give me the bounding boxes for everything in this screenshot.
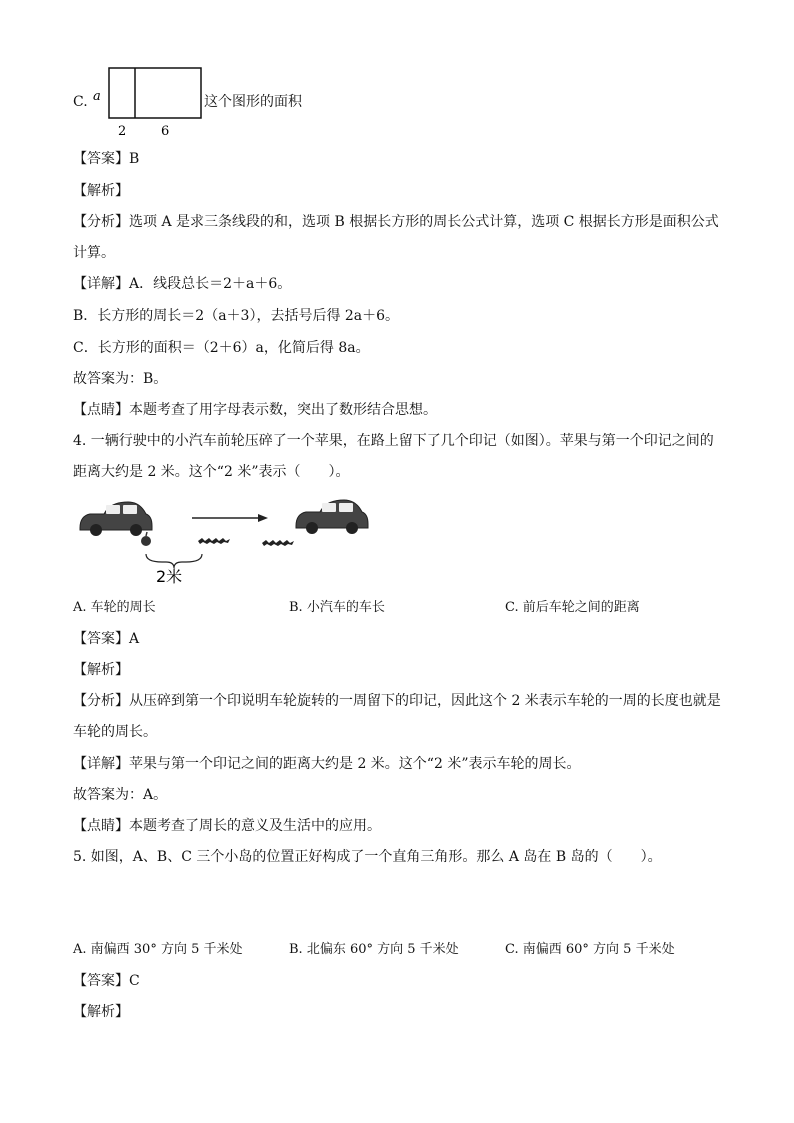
q4-detail: 【详解】苹果与第一个印记之间的距离大约是 2 米。这个“2 米”表示车轮的周长。 [73,756,581,772]
option-c-caption: 这个图形的面积 [204,94,302,110]
car-apple-figure [74,494,374,586]
right-car-icon [296,500,368,534]
q5-option-a: A. 南偏西 30° 方向 5 千米处 [73,942,243,957]
q4-comment: 【点睛】本题考查了周长的意义及生活中的应用。 [73,818,381,834]
rectangle-outline [109,68,201,118]
q4-option-c: C. 前后车轮之间的距离 [505,600,640,615]
q4-stem-line-2: 距离大约是 2 米。这个“2 米”表示（ ）。 [73,464,350,480]
apple-icon [141,532,151,546]
width-label-6: 6 [161,124,170,139]
q3-analysis-heading: 【解析】 [73,183,129,199]
side-label-a: a [93,89,101,104]
q4-option-a: A. 车轮的周长 [73,600,156,615]
q3-conclusion: 故答案为：B。 [73,371,168,387]
q4-analysis-line-1: 【分析】从压碎到第一个印说明车轮旋转的一周留下的印记，因此这个 2 米表示车轮的一周的长度也就是 [73,693,721,709]
q5-option-c: C. 南偏西 60° 方向 5 千米处 [505,942,675,957]
q3-detail-a: 【详解】A．线段总长＝2＋a＋6。 [73,276,292,292]
q4-stem-line-1: 4. 一辆行驶中的小汽车前轮压碎了一个苹果，在路上留下了几个印记（如图）。苹果与第一个印记之间的 [73,433,714,449]
q4-conclusion: 故答案为：A。 [73,787,168,803]
width-label-2: 2 [118,124,127,139]
squashed-mark-1 [198,538,230,544]
q3-answer: 【答案】B [73,151,140,167]
distance-brace [146,554,202,568]
q3-analysis-line-2: 计算。 [73,245,115,261]
rectangle-figure [88,62,208,140]
q5-stem: 5. 如图，A、B、C 三个小岛的位置正好构成了一个直角三角形。那么 A 岛在 B 岛的（ ）。 [73,849,662,865]
q3-analysis-line-1: 【分析】选项 A 是求三条线段的和，选项 B 根据长方形的周长公式计算，选项 C 根据长方形是面积公式 [73,214,719,230]
q4-answer: 【答案】A [73,631,140,647]
q4-option-b: B. 小汽车的车长 [289,600,385,615]
q4-analysis-heading: 【解析】 [73,662,129,678]
distance-label: 2米 [156,567,183,586]
q4-analysis-line-2: 车轮的周长。 [73,724,157,740]
q3-comment: 【点睛】本题考查了用字母表示数，突出了数形结合思想。 [73,402,437,418]
q5-option-b: B. 北偏东 60° 方向 5 千米处 [289,942,459,957]
q3-detail-c: C．长方形的面积＝（2＋6）a，化简后得 8a。 [73,340,370,356]
left-car-icon [80,502,152,536]
q5-answer: 【答案】C [73,973,140,989]
q5-analysis-heading: 【解析】 [73,1004,129,1020]
q3-detail-b: B．长方形的周长＝2（a＋3），去括号后得 2a＋6。 [73,308,400,324]
option-c-label: C. [73,94,88,110]
direction-arrow-icon [192,514,268,522]
squashed-mark-2 [262,540,294,546]
